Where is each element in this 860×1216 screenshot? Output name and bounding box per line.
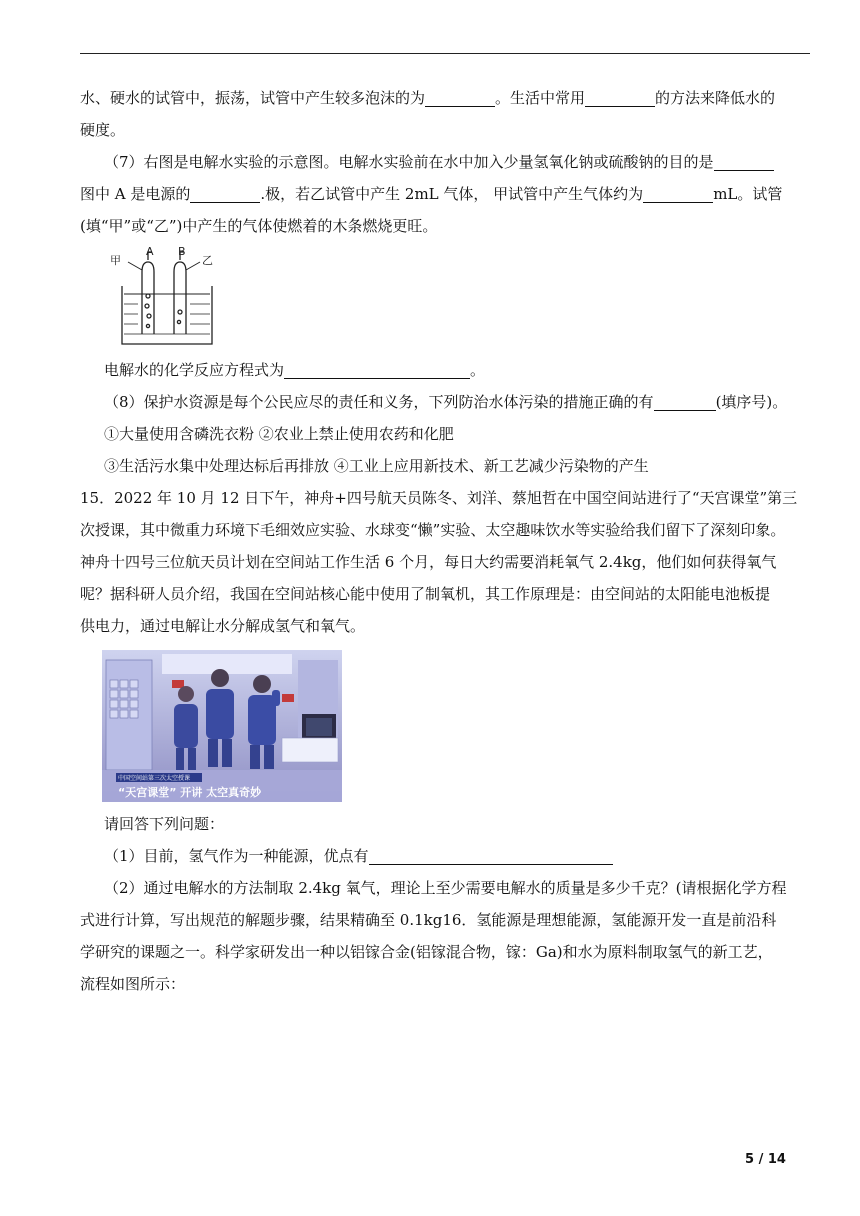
option-line: ③生活污水集中处理达标后再排放 ④工业上应用新技术、新工艺减少污染物的产生 bbox=[104, 457, 649, 475]
option-line: ①大量使用含磷洗衣粉 ②农业上禁止使用农药和化肥 bbox=[104, 425, 454, 443]
text-line: 流程如图所示： bbox=[80, 975, 186, 993]
text: 。 bbox=[470, 361, 486, 379]
question-1 bbox=[80, 840, 810, 872]
answer-blank[interactable] bbox=[714, 152, 774, 171]
astronaut-photo bbox=[102, 650, 342, 802]
page-number: 5 / 14 bbox=[745, 1152, 786, 1167]
question-7 bbox=[80, 146, 810, 178]
text-line bbox=[80, 178, 810, 210]
text: (填序号)。 bbox=[715, 393, 788, 411]
text: 电解水的化学反应方程式为 bbox=[104, 361, 285, 379]
text: 的方法来降低水的 bbox=[655, 89, 776, 107]
page-content bbox=[80, 82, 810, 1000]
text-line: 神舟十四号三位航天员计划在空间站工作生活 6 个月，每日大约需要消耗氧气 2.4kg，他们如何获得氧气 bbox=[80, 553, 777, 571]
text: mL。试管 bbox=[713, 185, 783, 203]
text-line bbox=[80, 82, 810, 114]
answer-blank[interactable] bbox=[425, 88, 495, 107]
equation-line bbox=[80, 354, 810, 386]
text-line: 次授课，其中微重力环境下毛细效应实验、水球变“懒”实验、太空趣味饮水等实验给我们留下了深刻印象。 bbox=[80, 521, 786, 539]
header-rule bbox=[80, 53, 810, 54]
answer-blank[interactable] bbox=[284, 360, 470, 379]
text-line: (填“甲”或“乙”)中产生的气体使燃着的木条燃烧更旺。 bbox=[80, 217, 438, 235]
label-jia: 甲 bbox=[110, 254, 121, 267]
text: .极，若乙试管中产生 2mL 气体， 甲试管中产生气体约为 bbox=[260, 185, 644, 203]
text: 水、硬水的试管中，振荡，试管中产生较多泡沫的为 bbox=[80, 89, 426, 107]
text-line: 呢？据科研人员介绍，我国在空间站核心能中使用了制氧机，其工作原理是：由空间站的太阳能电池板提 bbox=[80, 585, 771, 603]
text-line: 硬度。 bbox=[80, 121, 126, 139]
answer-blank[interactable] bbox=[643, 184, 713, 203]
photo-caption-main: “天宫课堂” 开讲 太空真奇妙 bbox=[118, 786, 262, 799]
text: （7）右图是电解水实验的示意图。电解水实验前在水中加入少量氢氧化钠或硫酸钠的目的是 bbox=[104, 153, 714, 171]
answer-blank[interactable] bbox=[654, 392, 716, 411]
label-b: B bbox=[178, 246, 186, 258]
text-line: 请回答下列问题： bbox=[104, 815, 225, 833]
question-2: （2）通过电解水的方法制取 2.4kg 氧气，理论上至少需要电解水的质量是多少千克？(请根据化学方程 bbox=[104, 879, 787, 897]
problem-15: 15．2022 年 10 月 12 日下午，神舟+四号航天员陈冬、刘洋、蔡旭哲在中国空间站进行了“天宫课堂”第三 bbox=[80, 489, 798, 507]
answer-blank[interactable] bbox=[190, 184, 260, 203]
text-line: 式进行计算，写出规范的解题步骤，结果精确至 0.1kg16．氢能源是理想能源，氢能源开发一直是前沿科 bbox=[80, 911, 777, 929]
text-line: 学研究的课题之一。科学家研发出一种以铝镓合金(铝镓混合物，镓：Ga)和水为原料制取氢气的新工艺， bbox=[80, 943, 773, 961]
text: 。生活中常用 bbox=[495, 89, 586, 107]
label-yi: 乙 bbox=[202, 254, 213, 267]
answer-blank[interactable] bbox=[585, 88, 655, 107]
photo-caption-top: 中国空间站第三次太空授课 bbox=[118, 775, 191, 782]
label-a: A bbox=[146, 246, 154, 258]
text: 图中 A 是电源的 bbox=[80, 185, 191, 203]
question-8 bbox=[80, 386, 810, 418]
text-line: 供电力，通过电解让水分解成氢气和氧气。 bbox=[80, 617, 366, 635]
electrolysis-diagram bbox=[108, 246, 220, 350]
answer-blank[interactable] bbox=[369, 846, 613, 865]
text: （8）保护水资源是每个公民应尽的责任和义务，下列防治水体污染的措施正确的有 bbox=[104, 393, 654, 411]
text: （1）目前，氢气作为一种能源，优点有 bbox=[104, 847, 369, 865]
